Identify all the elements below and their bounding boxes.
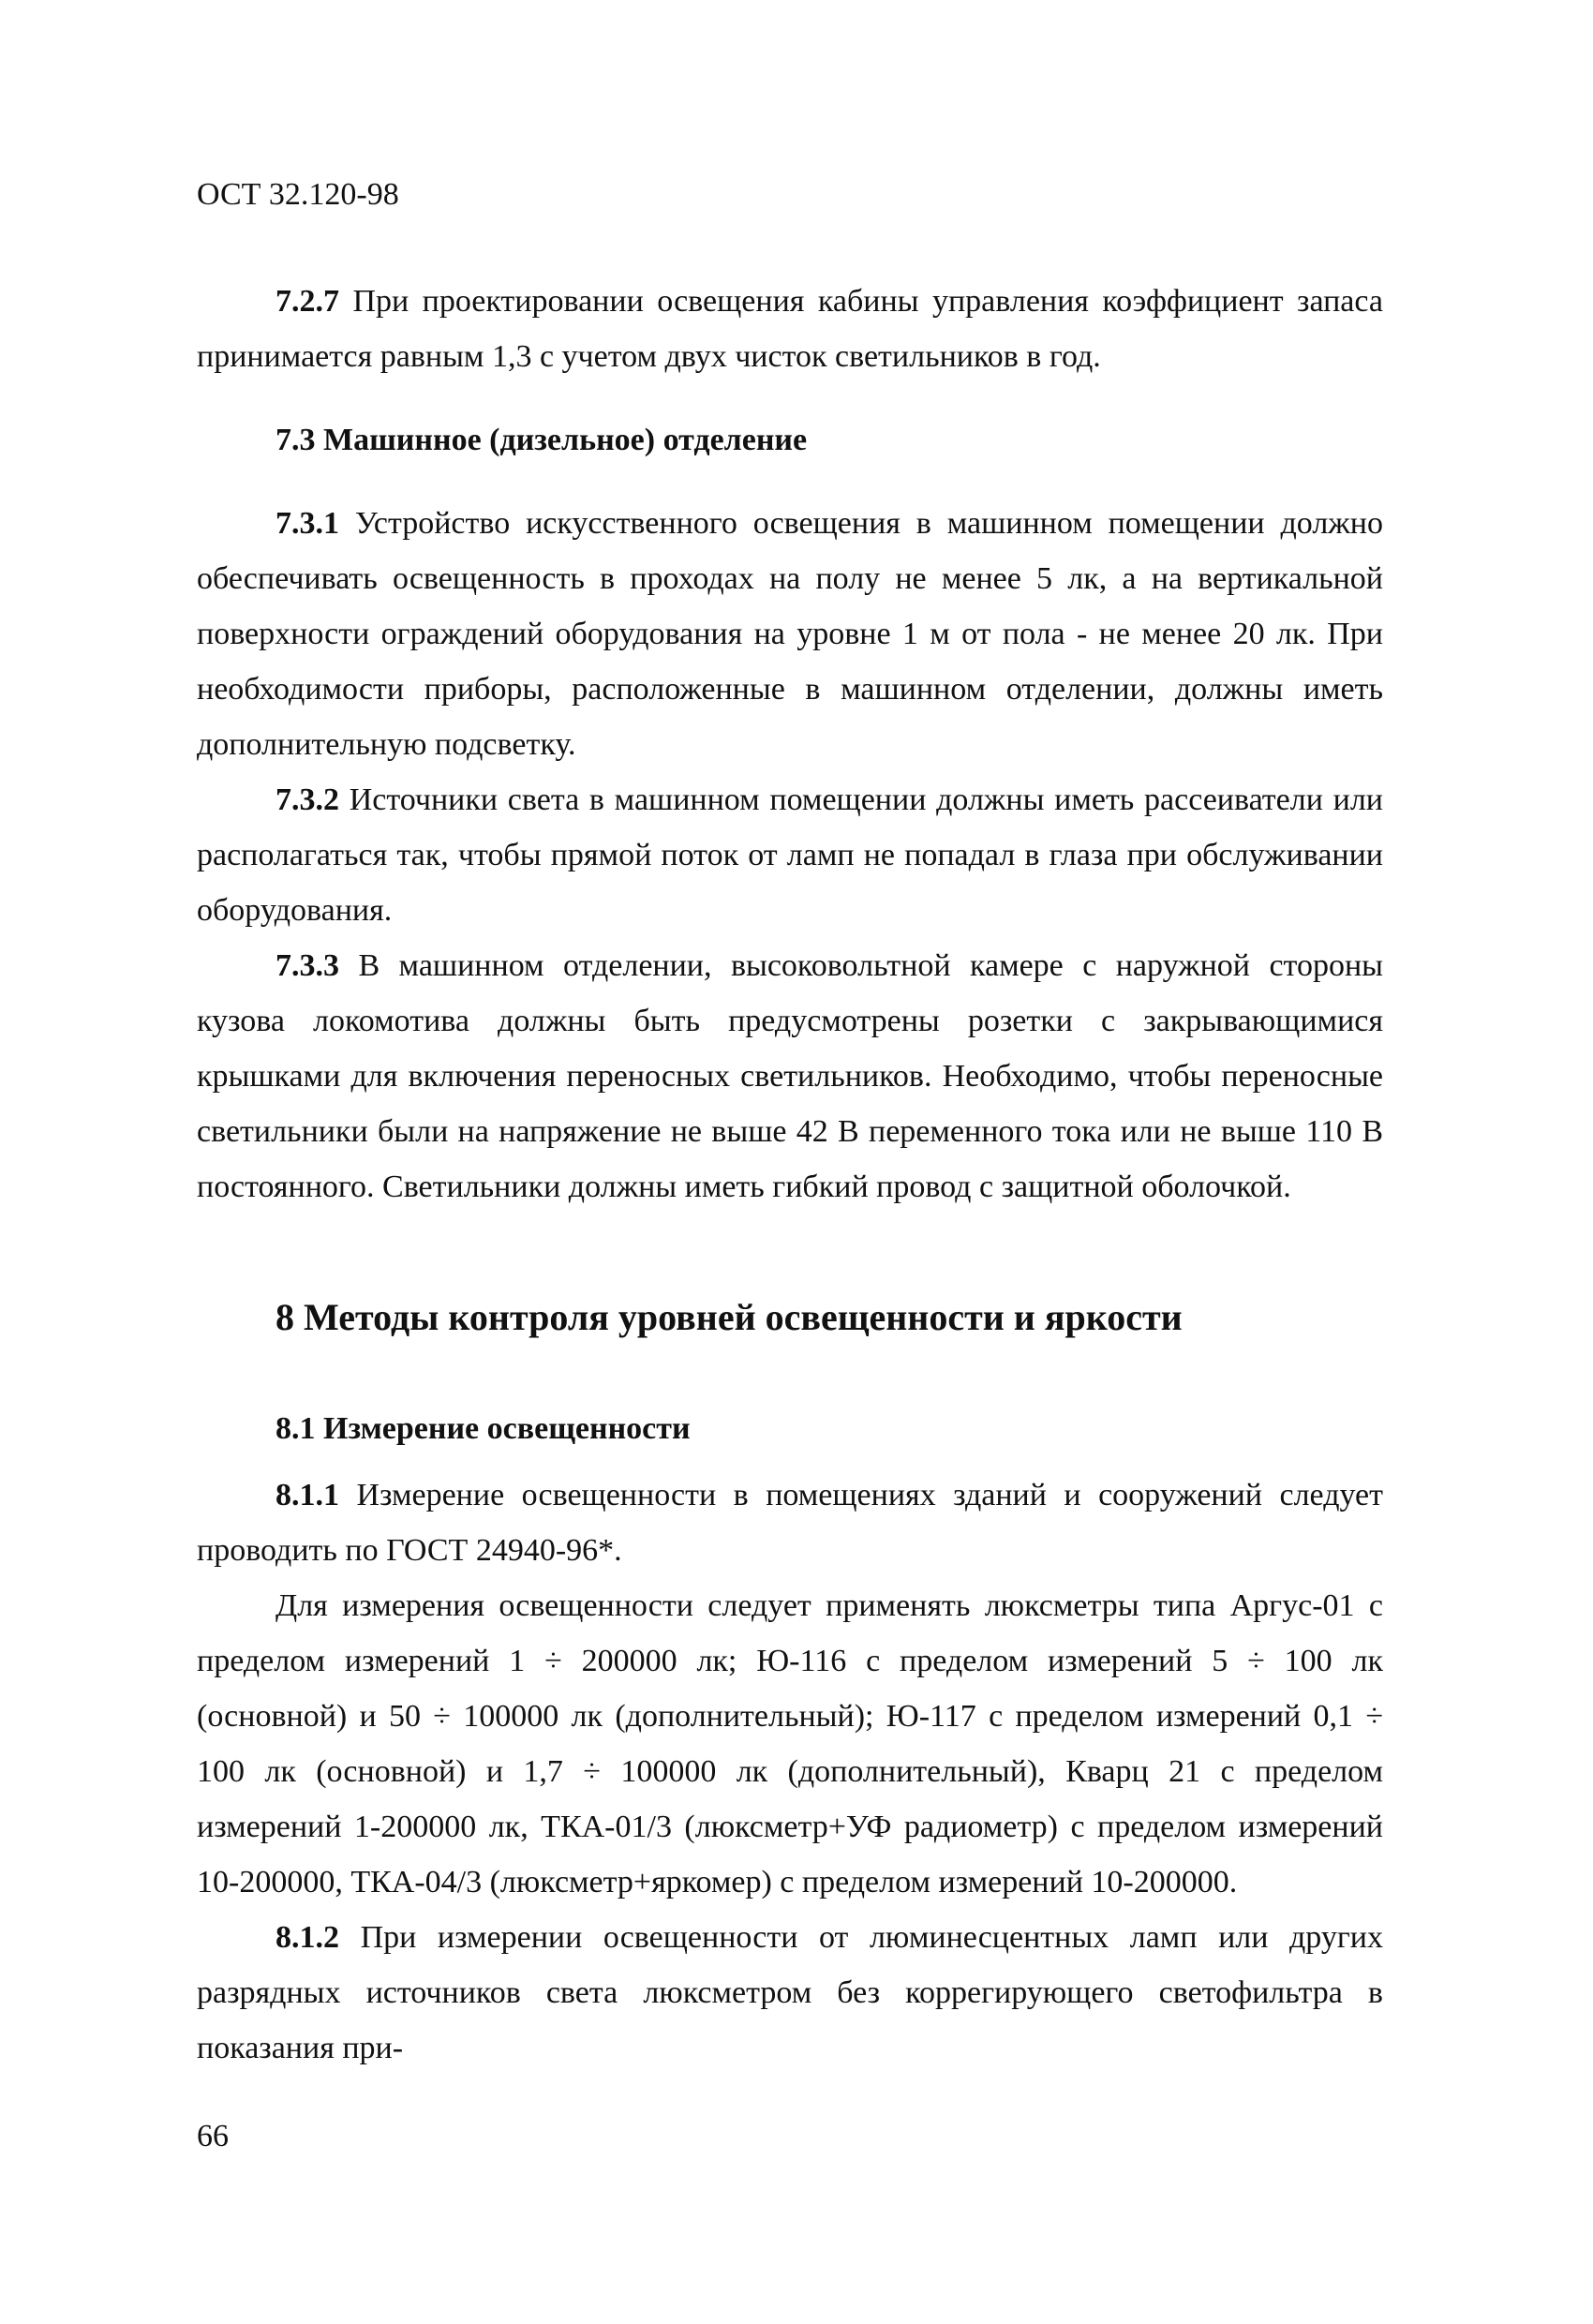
clause-number: 7.3.2 — [275, 782, 339, 817]
paragraph-8-1-2 — [197, 1910, 1383, 2076]
paragraph-7-3-3 — [197, 938, 1383, 1214]
paragraph-8-1-1 — [197, 1467, 1383, 1578]
page-number: 66 — [197, 2119, 229, 2153]
paragraph-instruments: Для измерения освещенности следует применять люксметры типа Аргус-01 с пределом измерений 1 ÷ 200000 лк; Ю-116 с пределом измерений 5 ÷ 100 лк (основной) и 50 ÷ 100000 лк (дополнительный); Ю-117 с пределом измерений 0,1 ÷ 100 лк (основной) и 1,7 ÷ 100000 лк (дополнительный), Кварц 21 с пределом измерений 1-200000 лк, ТКА-01/3 (люксметр+УФ радиометр) с пределом измерений 10-200000, ТКА-04/3 (люксметр+яркомер) с пределом измерений 10-200000. — [197, 1588, 1383, 1899]
clause-number: 7.3.1 — [275, 506, 339, 541]
document-body — [197, 274, 1383, 2076]
document-code-header: ОСТ 32.120-98 — [197, 177, 399, 212]
clause-text: Измерение освещенности в помещениях зданий и сооружений следует проводить по ГОСТ 24940-96*. — [197, 1478, 1383, 1568]
clause-number: 8.1.1 — [275, 1478, 339, 1512]
clause-number: 7.2.7 — [275, 284, 339, 319]
clause-text: Источники света в машинном помещении должны иметь рассеиватели или располагаться так, чтобы прямой поток от ламп не попадал в глаза при обслуживании оборудования. — [197, 782, 1383, 928]
section-heading-8: 8 Методы контроля уровней освещенности и яркости — [275, 1296, 1183, 1338]
clause-text: В машинном отделении, высоковольтной камере с наружной стороны кузова локомотива должны быть предусмотрены розетки с закрывающимися крышками для включения переносных светильников. Необходимо, чтобы переносные светильники были на напряжение не выше 42 В переменного тока или не выше 110 В постоянного. Светильники должны иметь гибкий провод с защитной оболочкой. — [197, 948, 1383, 1204]
subsection-heading-8-1: 8.1 Измерение освещенности — [275, 1411, 691, 1446]
subsection-heading-7-3: 7.3 Машинное (дизельное) отделение — [275, 423, 808, 457]
paragraph-7-2-7 — [197, 274, 1383, 384]
paragraph-7-3-2 — [197, 772, 1383, 938]
clause-number: 7.3.3 — [275, 948, 339, 983]
clause-text: Устройство искусственного освещения в машинном помещении должно обеспечивать освещенность в проходах на полу не менее 5 лк, а на вертикальной поверхности ограждений оборудования на уровне 1 м от пола - не менее 20 лк. При необходимости приборы, расположенные в машинном отделении, должны иметь дополнительную подсветку. — [197, 506, 1383, 762]
paragraph-7-3-1 — [197, 496, 1383, 772]
clause-text: При измерении освещенности от люминесцентных ламп или других разрядных источников света люксметром без коррегирующего светофильтра в показания при- — [197, 1920, 1383, 2065]
clause-text: При проектировании освещения кабины управления коэффициент запаса принимается равным 1,3 с учетом двух чисток светильников в год. — [197, 284, 1383, 374]
clause-number: 8.1.2 — [275, 1920, 339, 1955]
